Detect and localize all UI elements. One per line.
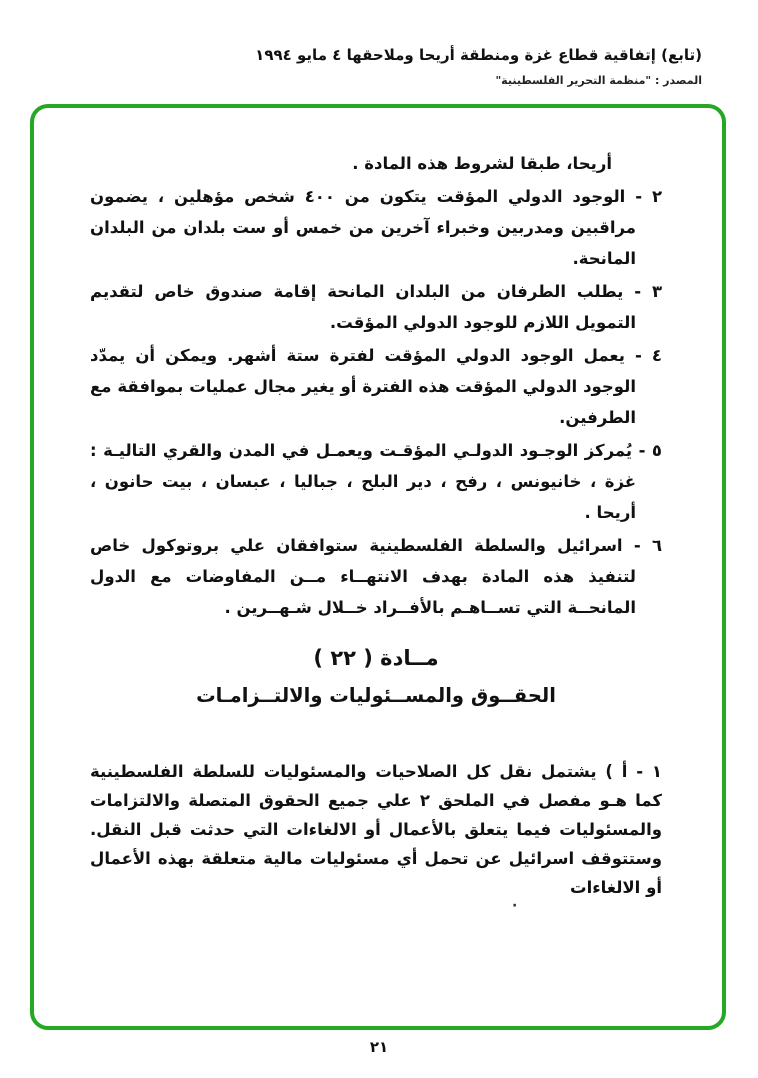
document-source: المصدر : "منظمة التحرير الفلسطينية" [495,74,702,87]
clause-text: يشتمل نقل كل الصلاحيات والمسئوليات للسلطة الفلسطينية كما هـو مفصل في الملحق ٢ علي جميع الحقوق المتصلة والالتزامات والمسئوليات فيما يتعلق بالأعمال أو الالغاءات التي حدثت قبل النقل. وستتوقف اسرائيل عن تحمل أي مسئوليات مالية متعلقة بهذه الأعمال أو الالغاءات [90,762,662,897]
item-text: الوجود الدولي المؤقت يتكون من ٤٠٠ شخص مؤهلين ، يضمون مراقبين ومدربين وخبراء آخرين من خمس أو ست بلدان من البلدان المانحة. [90,187,636,268]
document-title: (تابع) إتفاقية قطاع غزة ومنطقة أريحا وملاحقها ٤ مايو ١٩٩٤ [255,46,702,64]
content-border-box [30,104,726,1030]
numbered-item-2 [90,181,662,274]
item-number: ٣ - [634,282,663,301]
item-text: اسرائيل والسلطة الفلسطينية ستوافقان علي بروتوكول خاص لتنفيذ هذه المادة بهدف الانتهــاء مــن المفاوضات مع الدول المانحــة التي تســاهـم بالأفــراد خــلال شـهــرين . [90,536,636,617]
item-text: يُمركز الوجـود الدولـي المؤقـت ويعمـل في المدن والقري التاليـة : غزة ، خانيونس ، رفح ، دير البلح ، جباليا ، عبسان ، بيت حانون ، أريحا . [90,441,636,522]
continuation-line: أريحا، طبقا لشروط هذه المادة . [352,154,612,173]
item-text: يطلب الطرفان من البلدان المانحة إقامة صندوق خاص لتقديم التمويل اللازم للوجود الدولي المؤقت. [90,282,636,332]
scan-artifact-dot: · [512,898,518,914]
clause-1a [90,757,662,902]
numbered-item-3 [90,276,662,338]
article-number-heading: مــادة ( ٢٢ ) [313,646,439,670]
page-number: ٢١ [369,1038,389,1056]
document-body [34,108,722,902]
item-text: يعمل الوجود الدولي المؤقت لفترة ستة أشهر. ويمكن أن يمدّد الوجود الدولي المؤقت هذه الفترة أو يغير مجال عمليات بموافقة مع الطرفين. [90,346,636,427]
numbered-item-5 [90,435,662,528]
numbered-item-4 [90,340,662,433]
item-number: ٢ - [635,187,663,206]
numbered-item-6 [90,530,662,623]
document-header [40,46,702,87]
article-title-heading: الحقــوق والمســئوليات والالتــزامـات [196,684,556,707]
clause-number: ١ - أ ) [605,762,662,781]
item-number: ٦ - [633,536,663,555]
item-number: ٥ - [638,441,662,460]
item-number: ٤ - [635,346,662,365]
